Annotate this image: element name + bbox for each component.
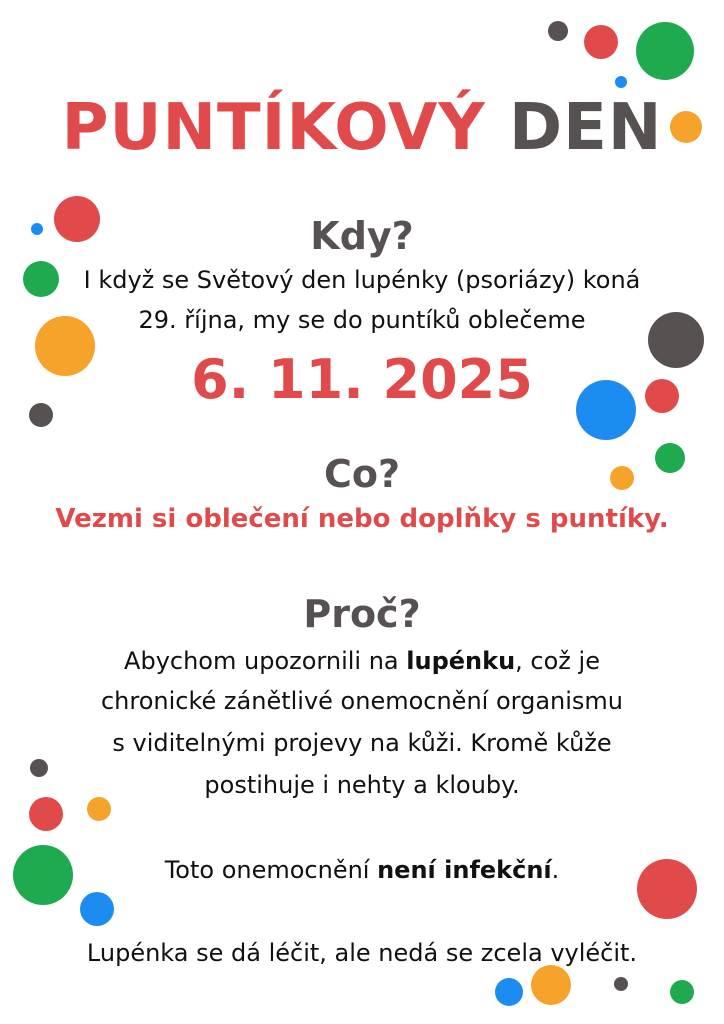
proc-line-5	[0, 850, 724, 890]
section-heading-co: Co?	[323, 452, 401, 496]
decorative-dot	[615, 76, 627, 88]
section-heading-proc: Proč?	[303, 592, 421, 636]
proc-line-1-post: , což je	[515, 647, 600, 675]
kdy-line-2: 29. října, my se do puntíků oblečeme	[138, 306, 586, 334]
decorative-dot	[614, 977, 628, 991]
decorative-dot	[80, 892, 114, 926]
title-part-gray: DEN	[509, 91, 663, 165]
proc-line-1-bold: lupénku	[406, 647, 516, 675]
decorative-dot	[584, 25, 618, 59]
co-text: Vezmi si oblečení nebo doplňky s puntíky.	[55, 504, 669, 534]
decorative-dot	[670, 980, 694, 1004]
proc-line-1-pre: Abychom upozornili na	[124, 647, 407, 675]
kdy-line-1: I když se Světový den lupénky (psoriázy) koná	[83, 266, 641, 294]
proc-line-2: chronické zánětlivé onemocnění organismu	[100, 687, 623, 715]
proc-line-4: postihuje i nehty a klouby.	[204, 771, 520, 799]
title-part-red: PUNTÍKOVÝ	[61, 91, 486, 165]
decorative-dot	[636, 22, 694, 80]
decorative-dot	[548, 21, 568, 41]
section-heading-kdy: Kdy?	[310, 214, 414, 258]
event-date: 6. 11. 2025	[191, 348, 533, 411]
proc-line-1	[0, 641, 724, 681]
proc-line-5-bold: není infekční	[377, 856, 552, 884]
proc-line-5-post: .	[551, 856, 560, 884]
decorative-dot	[495, 978, 523, 1006]
proc-line-6: Lupénka se dá léčit, ale nedá se zcela vyléčit.	[86, 939, 638, 967]
proc-line-5-pre: Toto onemocnění	[164, 856, 378, 884]
page-title	[0, 88, 724, 168]
proc-line-3: s viditelnými projevy na kůži. Kromě kůže	[112, 729, 612, 757]
